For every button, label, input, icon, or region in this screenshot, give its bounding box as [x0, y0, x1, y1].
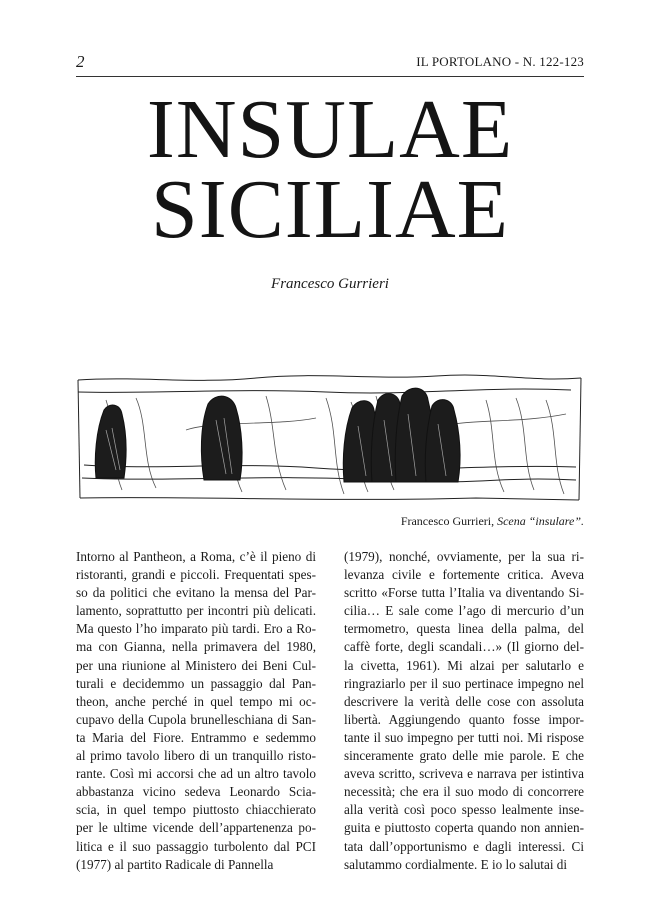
text-line: theon, anche perché in quel tempo mi oc- — [76, 693, 316, 709]
sketch-illustration — [76, 370, 586, 505]
text-line: la civetta, 1961). Mi alzai per salutarlo e — [344, 657, 584, 673]
text-line: turali e decidemmo un passaggio dal Pan- — [76, 675, 316, 691]
text-line: ringraziarlo per il suo pertinace impegno nel — [344, 675, 584, 691]
text-line: alla verità così poco spesso lealmente inse- — [344, 802, 584, 818]
text-line: guita e piuttosto coperta quando non annien- — [344, 820, 584, 836]
text-line: levanza civile e fortemente critica. Aveva — [344, 567, 584, 583]
caption-title: Scena “insulare”. — [497, 514, 584, 528]
text-line: descrivere la verità delle cose con assoluta — [344, 693, 584, 709]
text-line: tante il suo impegno per tutti noi. Mi rispose — [344, 729, 584, 745]
text-line: litica e il suo passaggio turbolento dal PCI — [76, 838, 316, 854]
text-line: Ma questo l’ho imparato più tardi. Ero a Ro- — [76, 621, 316, 637]
text-line: cilia… E sale come l’ago di mercurio d’un — [344, 603, 584, 619]
header-rule — [76, 76, 584, 77]
left-column — [76, 548, 316, 874]
article-author: Francesco Gurrieri — [271, 276, 389, 292]
title-line-1: INSULAE — [146, 83, 514, 176]
text-line: ta Maria del Fiore. Entrammo e sedemmo — [76, 729, 316, 745]
text-line: abbastanza vicino sedeva Leonardo Scia- — [76, 784, 316, 800]
journal-title: IL PORTOLANO - N. 122-123 — [416, 54, 584, 69]
text-line: (1979), nonché, ovviamente, per la sua ri- — [344, 549, 584, 564]
text-line: per una riunione al Ministero dei Beni Cul- — [76, 657, 316, 673]
text-line: so da politici che evitano la mensa del Par- — [76, 585, 316, 601]
text-line: salutammo cordialmente. E io lo salutai di — [344, 856, 568, 872]
title-line-2: SICILIAE — [151, 163, 509, 256]
text-line: necessità; che era il suo modo di concorrere — [344, 784, 584, 800]
text-line: Intorno al Pantheon, a Roma, c’è il pieno di — [76, 549, 316, 564]
text-line: rante. Così mi accorsi che ad un altro tavolo — [76, 766, 316, 782]
caption-author: Francesco Gurrieri, — [400, 514, 498, 528]
text-line: termometro, questa linea della palma, del — [344, 621, 584, 637]
text-line: scritto «Forse tutta l’Italia va diventando Si- — [344, 585, 584, 601]
text-line: caffè forte, degli scandali…» (Il giorno del- — [344, 639, 584, 655]
text-line: libertà. Aggiungendo quanto fosse impor- — [344, 711, 584, 727]
text-line: ma con Gianna, nella primavera del 1980, — [76, 639, 316, 655]
text-line: aveva scritto, scriveva e narrava per istintiva — [344, 766, 584, 782]
text-line: per le ultime vicende dell’appartenenza po- — [76, 820, 316, 836]
text-line: ristoranti, grandi e piccoli. Frequentati spes- — [76, 567, 316, 583]
figure-caption — [401, 514, 584, 529]
text-line: scia, in quel tempo piuttosto chiacchierato — [76, 802, 316, 818]
text-line: sinceramente grato delle mie parole. E che — [344, 748, 584, 764]
right-column — [344, 548, 584, 874]
article-body — [76, 548, 584, 872]
text-line: (1977) al partito Radicale di Pannella — [76, 856, 274, 872]
text-line: lamento, soprattutto per incontri più delicati. — [76, 603, 316, 619]
text-line: al primo tavolo libero di un tranquillo risto- — [76, 748, 316, 764]
page-number: 2 — [76, 52, 85, 71]
text-line: cupavo della Cupola brunelleschiana di San- — [76, 711, 316, 727]
running-header — [76, 52, 584, 74]
article-title — [76, 83, 584, 256]
text-line: tata dall’opportunismo e dagli interessi. Ci — [344, 838, 584, 854]
